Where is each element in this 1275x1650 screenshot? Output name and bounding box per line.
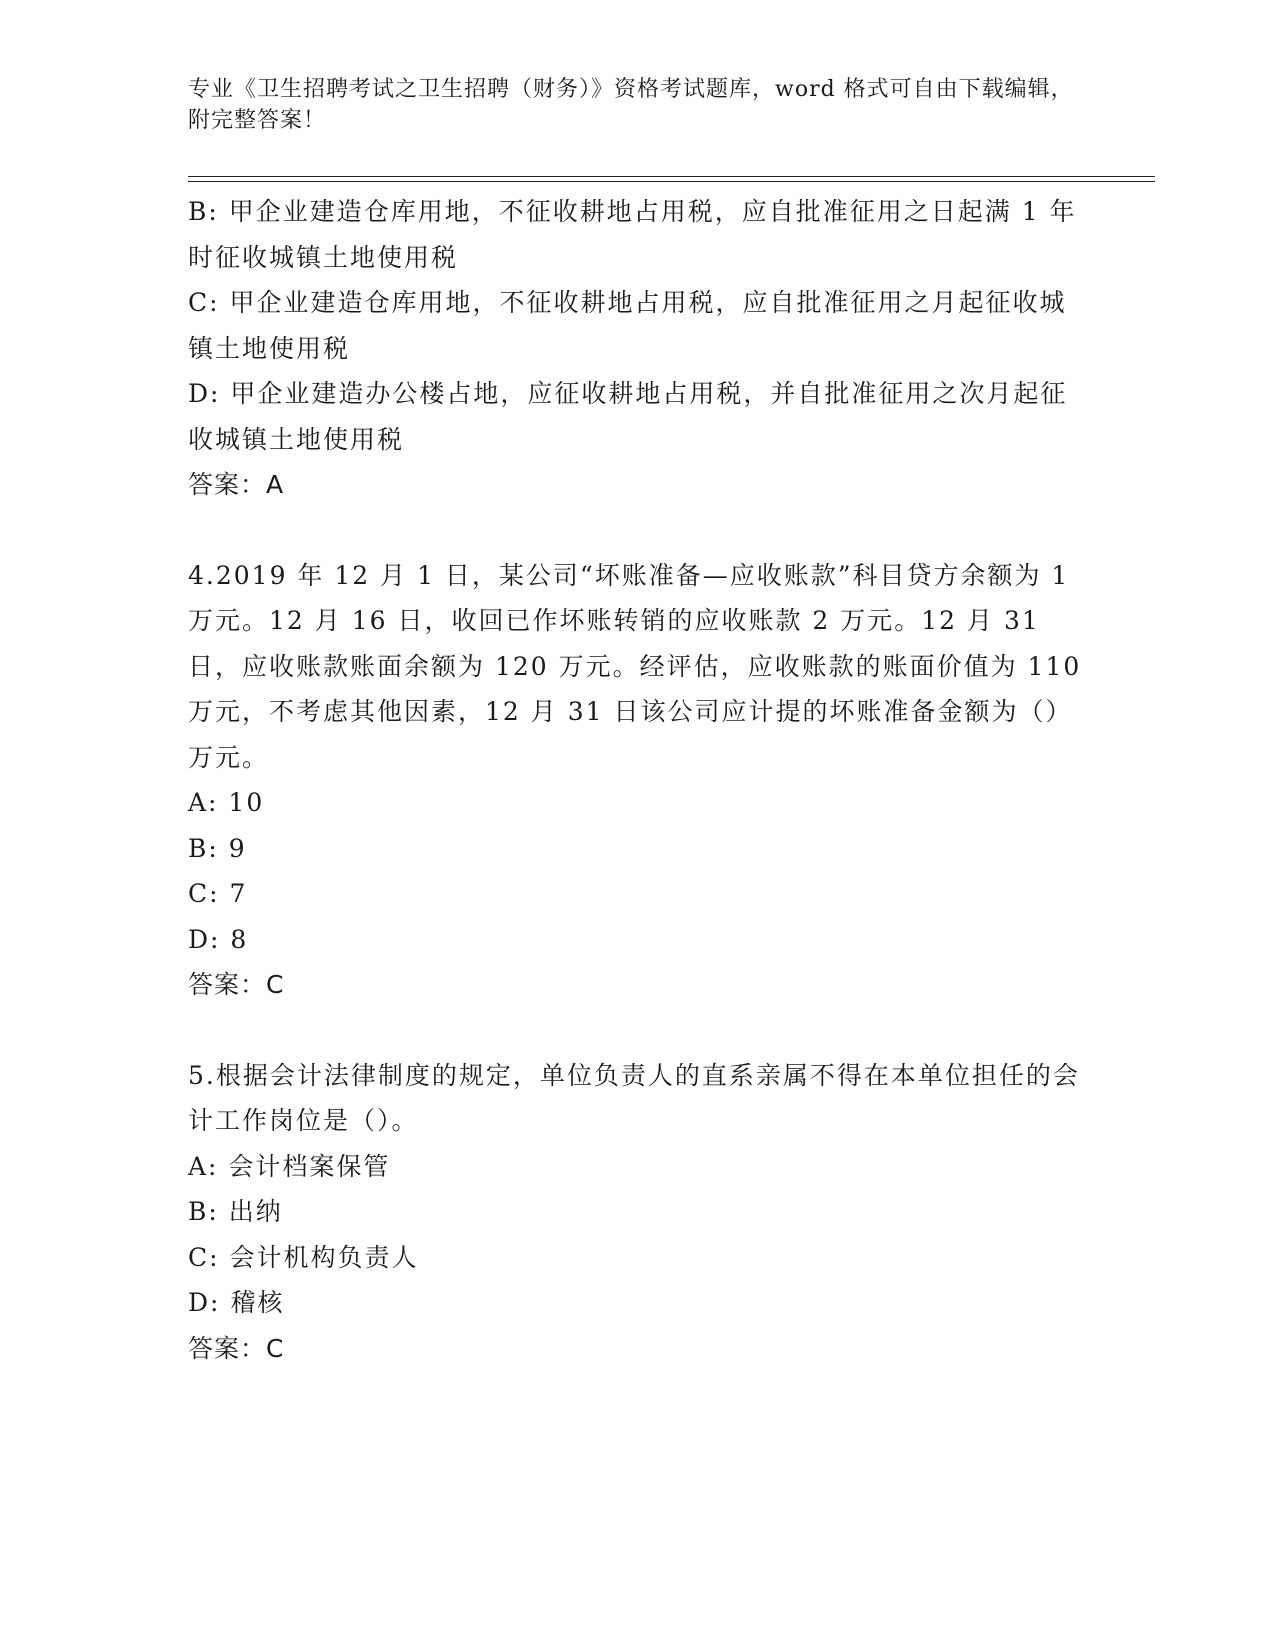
q4-option-c: C: 7 (188, 879, 248, 908)
document-header: 专业《卫生招聘考试之卫生招聘（财务）》资格考试题库，word 格式可自由下载编辑，附完整答案！ (188, 77, 1074, 133)
q3-option-c: C: 甲企业建造仓库用地，不征收耕地占用税，应自批准征用之月起征收城镇土地使用税 (188, 288, 1067, 363)
q4-answer: 答案：C (188, 970, 285, 999)
q3-answer: 答案：A (188, 470, 285, 499)
header-rule-bottom (188, 181, 1155, 182)
q5-option-b: B: 出纳 (188, 1197, 283, 1226)
spacer (188, 508, 1088, 553)
spacer (188, 1008, 1088, 1053)
q3-option-b: B: 甲企业建造仓库用地，不征收耕地占用税，应自批准征用之日起满 1 年时征收城镇土地使用税 (188, 197, 1077, 272)
q3-option-d: D: 甲企业建造办公楼占地，应征收耕地占用税，并自批准征用之次月起征收城镇土地使用税 (188, 379, 1068, 454)
q5-answer: 答案：C (188, 1333, 285, 1363)
q5-option-a: A: 会计档案保管 (188, 1151, 391, 1181)
q4-option-d: D: 8 (188, 924, 249, 954)
q5-option-c: C: 会计机构负责人 (188, 1242, 419, 1272)
q4-stem: 4.2019 年 12 月 1 日，某公司“坏账准备—应收账款”科目贷方余额为 1 万元。12 月 16 日，收回已作坏账转销的应收账款 2 万元。12 月 31 日，应收账款账面余额为 120 万元。经评估，应收账款的账面价值为 110 万元，不考虑其他因素，12 月 31 日该公司应计提的坏账准备金额为（）万元。 (188, 560, 1082, 772)
q5-option-d: D: 稽核 (188, 1288, 285, 1317)
q5-stem: 5.根据会计法律制度的规定，单位负责人的直系亲属不得在本单位担任的会计工作岗位是（）。 (188, 1060, 1080, 1135)
header-rule-top (188, 176, 1155, 177)
q4-option-b: B: 9 (188, 833, 247, 863)
question-content (188, 189, 1088, 1371)
q4-option-a: A: 10 (188, 788, 265, 817)
